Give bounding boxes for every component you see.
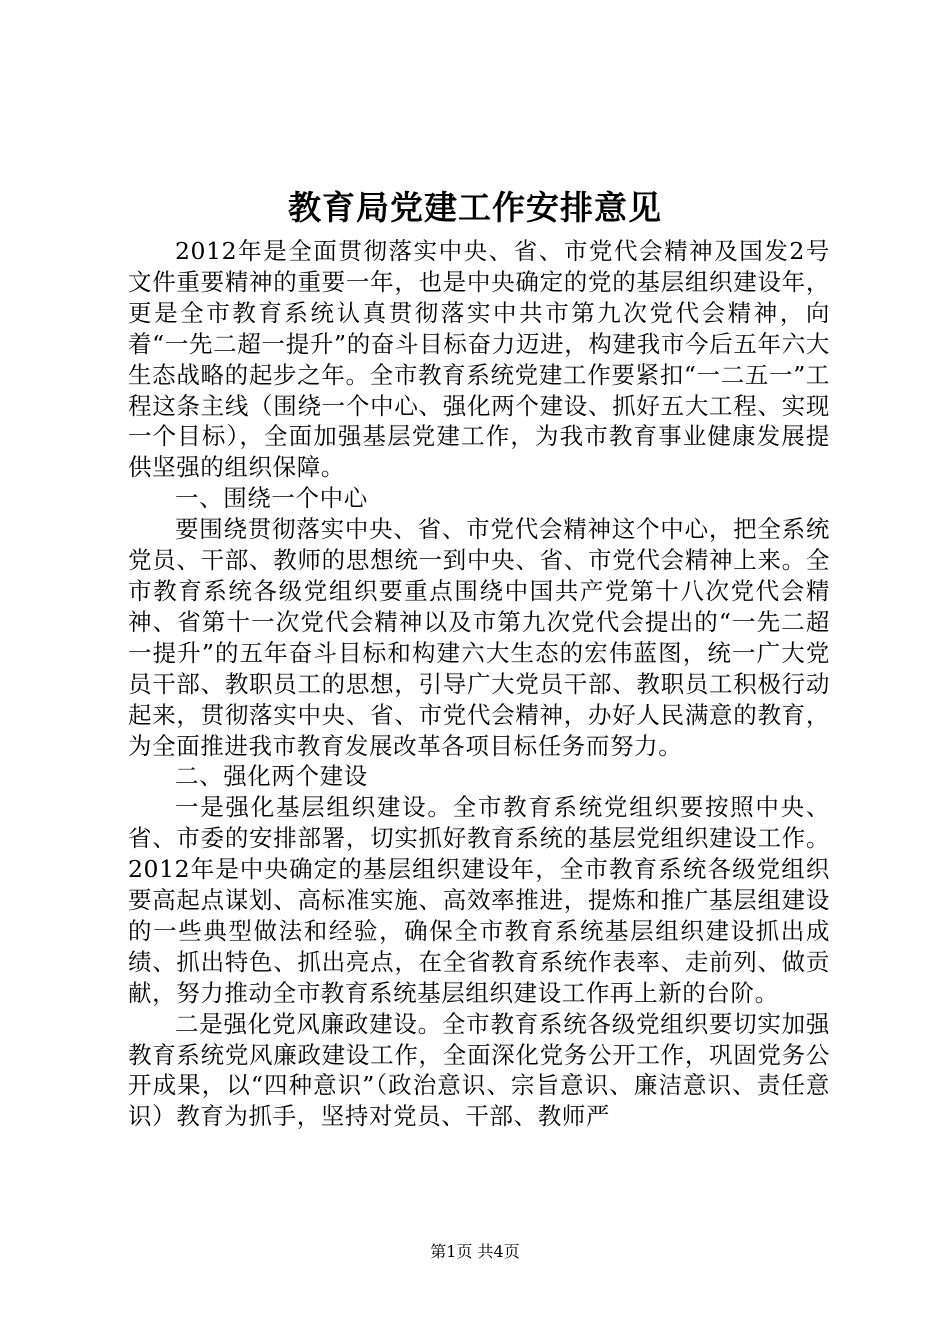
paragraph-section-1: 要围绕贯彻落实中央、省、市党代会精神这个中心，把全系统党员、干部、教师的思想统一到中央、省、市党代会精神上来。全市教育系统各级党组织要重点围绕中国共产党第十八次党代会精神、省第十一次党代会精神以及市第九次党代会提出的“一先二超一提升”的五年奋斗目标和构建六大生态的宏伟蓝图，统一广大党员干部、教职员工的思想，引导广大党员干部、教职员工积极行动起来，贯彻落实中央、省、市党代会精神，办好人民满意的教育，为全面推进我市教育发展改革各项目标任务而努力。 <box>128 515 830 760</box>
page-number: 第1页 共4页 <box>430 1242 520 1261</box>
section-heading-2: 二、强化两个建设 <box>175 762 368 791</box>
paragraph-intro: 2012年是全面贯彻落实中央、省、市党代会精神及国发2号文件重要精神的重要一年，也是中央确定的党的基层组织建设年，更是全市教育系统认真贯彻落实中共市第九次党代会精神，向着“一先二超一提升”的奋斗目标奋力迈进，构建我市今后五年六大生态战略的起步之年。全市教育系统党建工作要紧扣“一二五一”工程这条主线（围绕一个中心、强化两个建设、抓好五大工程、实现一个目标），全面加强基层党建工作，为我市教育事业健康发展提供坚强的组织保障。 <box>128 237 830 482</box>
document-title: 教育局党建工作安排意见 <box>288 188 662 227</box>
section-heading-1: 一、围绕一个中心 <box>175 484 368 513</box>
paragraph-organization: 一是强化基层组织建设。全市教育系统党组织要按照中央、省、市委的安排部署，切实抓好教育系统的基层党组织建设工作。2012年是中央确定的基层组织建设年，全市教育系统各级党组织要高起点谋划、高标准实施、高效率推进，提炼和推广基层组建设的一些典型做法和经验，确保全市教育系统基层组织建设抓出成绩、抓出特色、抓出亮点，在全省教育系统作表率、走前列、做贡献，努力推动全市教育系统基层组织建设工作再上新的台阶。 <box>128 793 830 1007</box>
paragraph-integrity: 二是强化党风廉政建设。全市教育系统各级党组织要切实加强教育系统党风廉政建设工作，全面深化党务公开工作，巩固党务公开成果，以“四种意识”（政治意识、宗旨意识、廉洁意识、责任意识）教育为抓手，坚持对党员、干部、教师严 <box>128 1009 830 1131</box>
document-body <box>128 236 830 1132</box>
